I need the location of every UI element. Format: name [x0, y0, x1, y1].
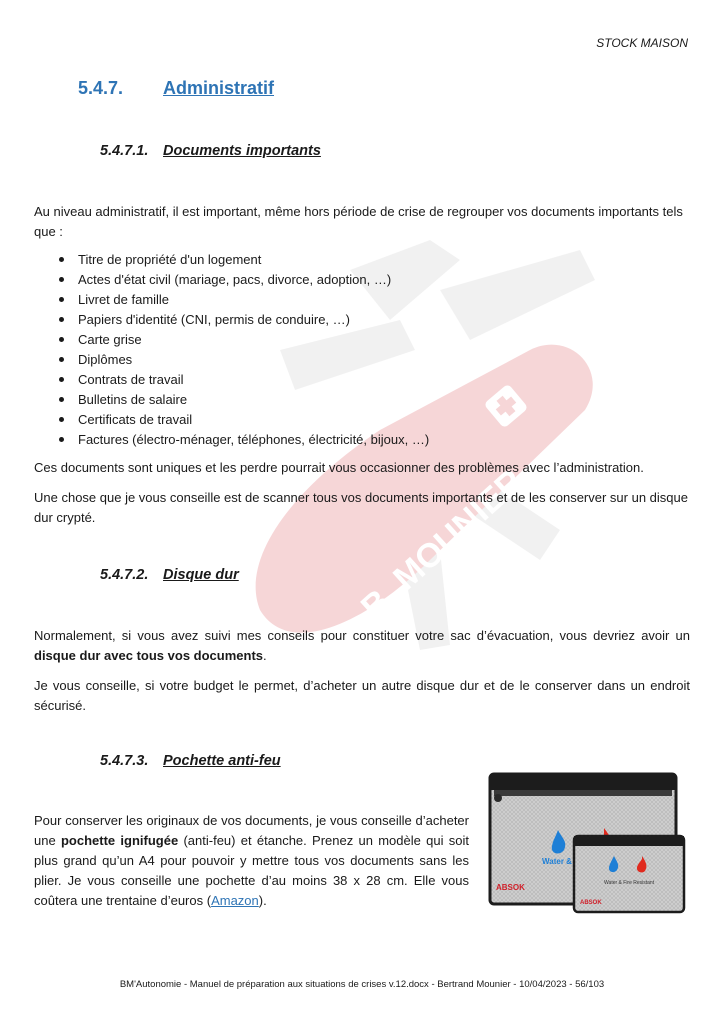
- paragraph-text: Pour conserver les originaux de vos documents, je vous conseille d’acheter une: [34, 813, 469, 848]
- list-item: [34, 250, 429, 270]
- bullet-icon: [59, 357, 64, 362]
- paragraph-text: ).: [258, 893, 267, 908]
- subsection-number: 5.4.7.1.: [100, 143, 149, 159]
- small-pouch-icon: [574, 836, 684, 912]
- list-item-text: Certificats de travail: [78, 412, 193, 427]
- intro-paragraph: Au niveau administratif, il est important, même hors période de crise de regrouper vos documents importants tels que :: [34, 204, 683, 239]
- subsection-title[interactable]: Documents importants: [163, 143, 321, 159]
- pouch-tag-text: Water & Fire Resistant: [604, 880, 655, 886]
- bullet-icon: [59, 417, 64, 422]
- page-footer: BM'Autonomie - Manuel de préparation aux situations de crises v.12.docx - Bertrand Mounier - 10/04/2023 - 56/103: [119, 979, 605, 990]
- list-item-text: Diplômes: [78, 352, 133, 367]
- emphasis-text: disque dur avec tous vos documents: [34, 648, 263, 663]
- subsection-heading-disque: [100, 567, 239, 583]
- documents-list: [34, 250, 429, 450]
- fireproof-pouch-image: [488, 770, 688, 916]
- list-item-text: Contrats de travail: [78, 372, 184, 387]
- bullet-icon: [59, 297, 64, 302]
- list-item: [34, 410, 429, 430]
- list-item: [34, 430, 429, 450]
- list-item-text: Livret de famille: [78, 292, 170, 307]
- list-item: [34, 390, 429, 410]
- subsection-title[interactable]: Disque dur: [163, 567, 239, 583]
- list-item: [34, 310, 429, 330]
- running-header: STOCK MAISON: [596, 36, 688, 50]
- subsection-number: 5.4.7.3.: [100, 753, 149, 769]
- bullet-icon: [59, 377, 64, 382]
- paragraph-text: .: [263, 648, 267, 663]
- subsection-heading-documents: [100, 143, 321, 159]
- bullet-icon: [59, 437, 64, 442]
- subsection-heading-pochette: [100, 753, 281, 769]
- paragraph-text: Normalement, si vous avez suivi mes conseils pour constituer votre sac d’évacuation, vous devriez avoir un: [34, 628, 690, 643]
- list-item-text: Factures (électro-ménager, téléphones, électricité, bijoux, …): [78, 432, 430, 447]
- brand-label: ABSOK: [496, 883, 525, 892]
- watermark-text: B. MOUNIER: [353, 461, 531, 627]
- section-heading: [78, 78, 274, 99]
- list-item-text: Titre de propriété d'un logement: [78, 252, 262, 267]
- subsection-number: 5.4.7.2.: [100, 567, 149, 583]
- list-item: [34, 370, 429, 390]
- list-item: [34, 290, 429, 310]
- pochette-paragraph: [34, 811, 469, 911]
- list-item: [34, 330, 429, 350]
- bullet-icon: [59, 397, 64, 402]
- disque-paragraph-2: Je vous conseille, si votre budget le permet, d’acheter un autre disque dur et de le conserver dans un endroit sécurisé.: [34, 678, 690, 713]
- bullet-icon: [59, 337, 64, 342]
- bullet-icon: [59, 317, 64, 322]
- documents-unique-paragraph: Ces documents sont uniques et les perdre pourrait vous occasionner des problèmes avec l’administration.: [34, 460, 644, 475]
- paragraph-text: (anti-feu) et étanche. Prenez un modèle qui soit plus grand qu’un A4 pour pouvoir y mettre tous vos documents sans les plier. Je vous conseille une pochette d’au moins 38 x 28 cm. Elle vous coûtera une trentaine d’euros (: [34, 833, 469, 908]
- list-item: [34, 350, 429, 370]
- section-number: 5.4.7.: [78, 78, 124, 98]
- list-item-text: Bulletins de salaire: [78, 392, 188, 407]
- list-item-text: Papiers d'identité (CNI, permis de conduire, …): [78, 312, 350, 327]
- emphasis-text: pochette ignifugée: [60, 833, 179, 848]
- subsection-title[interactable]: Pochette anti-feu: [163, 753, 281, 769]
- pouch-tag-text: Water &: [542, 857, 572, 866]
- disque-paragraph-1: [34, 626, 690, 666]
- section-title[interactable]: Administratif: [163, 78, 275, 98]
- list-item: [34, 270, 429, 290]
- bullet-icon: [59, 257, 64, 262]
- amazon-link[interactable]: Amazon: [211, 893, 259, 908]
- scan-advice-paragraph: Une chose que je vous conseille est de scanner tous vos documents importants et de les conserver sur un disque dur crypté.: [34, 490, 688, 525]
- list-item-text: Actes d'état civil (mariage, pacs, divorce, adoption, …): [78, 272, 392, 287]
- bullet-icon: [59, 277, 64, 282]
- brand-label: ABSOK: [580, 900, 602, 906]
- list-item-text: Carte grise: [78, 332, 142, 347]
